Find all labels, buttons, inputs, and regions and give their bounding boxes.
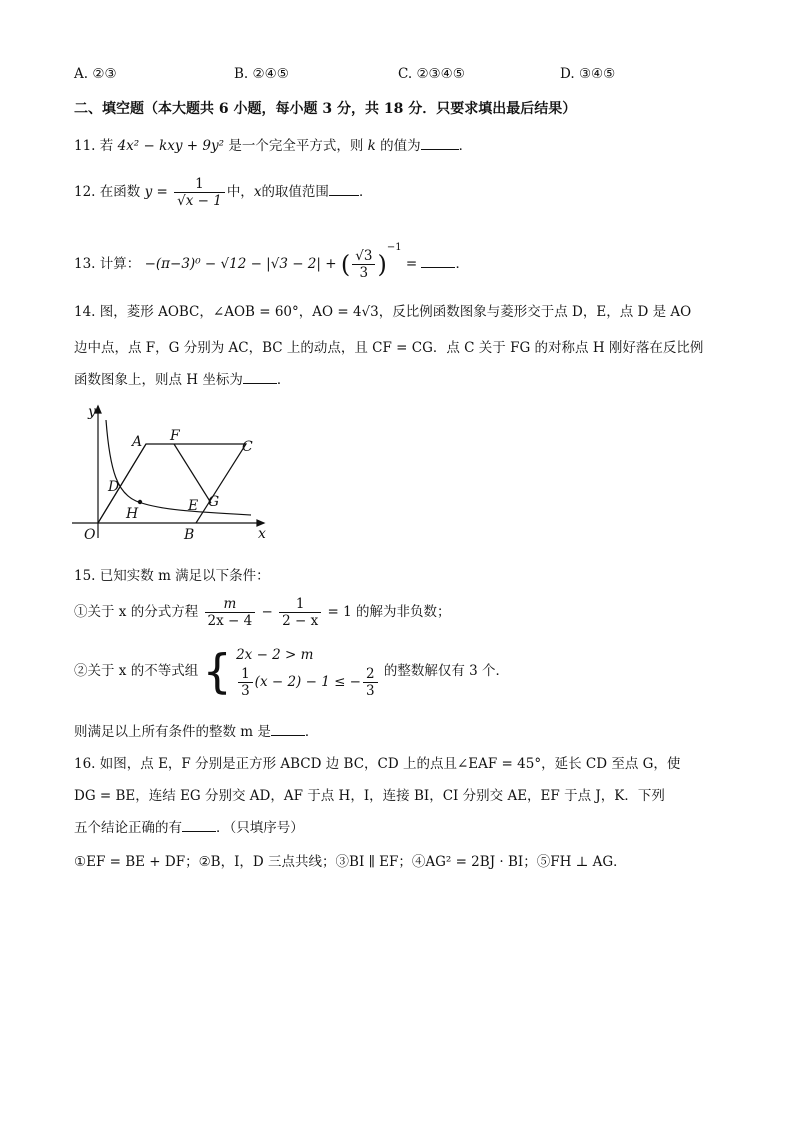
label-h: H [126, 506, 139, 522]
q15-c1-minus: − [261, 604, 273, 620]
q13-expression: −(π−3)⁰ − √12 − |√3 − 2| + [144, 256, 337, 272]
q12-numerator: 1 [174, 176, 225, 193]
q16-number: 16. [74, 756, 96, 772]
q15-number: 15. [74, 568, 96, 584]
q15-c1-f1-num: m [205, 596, 256, 613]
q12-denominator: √x − 1 [177, 193, 222, 209]
q12-mid: 中， [226, 184, 254, 200]
q16-line3-b: ．（只填序号） [216, 820, 304, 836]
option-b-label: B. [234, 66, 249, 82]
q15-c2-line2-expr: (x − 2) − 1 ≤ − [254, 674, 361, 690]
q14-line1: 图，菱形 AOBC，∠AOB = 60°，AO = 4√3，反比例函数图象与菱形交于点 D，E，点 D 是 AO [99, 304, 692, 320]
q15-condition-2 [74, 644, 509, 699]
q11-tail: 的值为 [380, 138, 421, 154]
q15-c2-frac-2 [363, 666, 378, 699]
option-c-label: C. [398, 66, 413, 82]
q11-prefix: 若 [99, 138, 114, 154]
q15-c1-f2-num: 1 [279, 596, 321, 613]
q12-end: ． [358, 184, 373, 200]
question-16-line-2: DG = BE，连结 EG 分别交 AD，AF 于点 H，I，连接 BI，CI 分别交 AE，EF 于点 J，K．下列 [74, 788, 665, 804]
q11-number: 11. [74, 138, 96, 154]
q16-answer-blank[interactable] [182, 819, 216, 832]
label-e: E [188, 498, 199, 514]
q11-end: ． [458, 138, 473, 154]
label-c: C [242, 439, 253, 455]
q15-intro: 已知实数 m 满足以下条件： [99, 568, 270, 584]
question-11 [74, 136, 472, 156]
q15-c2-mark: ② [74, 663, 88, 679]
q14-number: 14. [74, 304, 96, 320]
label-g: G [208, 494, 220, 510]
q14-end: ． [276, 372, 291, 388]
q15-c2-f1-num: 1 [238, 666, 253, 683]
q15-answer-blank[interactable] [271, 723, 305, 736]
label-d: D [108, 479, 120, 495]
q15-c1-mark: ① [74, 604, 88, 620]
q15-c2-line2 [236, 666, 380, 699]
q15-c1-f2-den: 2 − x [282, 613, 319, 629]
q13-left-paren: ( [340, 250, 351, 279]
q13-frac-denominator: 3 [359, 265, 369, 281]
q15-conclusion-text: 则满足以上所有条件的整数 m 是 [74, 724, 271, 740]
q15-c2-f1-den: 3 [241, 683, 250, 699]
question-15 [74, 566, 270, 586]
q11-suffix: 是一个完全平方式，则 [228, 138, 364, 154]
option-b [234, 66, 289, 82]
question-14-line-3 [74, 370, 290, 390]
q16-line3-a: 五个结论正确的有 [74, 820, 182, 836]
q13-prefix: 计算： [99, 256, 141, 272]
q15-c2-line1: 2x − 2 > m [236, 647, 314, 663]
q15-c2-system [236, 644, 380, 699]
q13-right-paren: ) [377, 250, 387, 279]
question-16-line-1 [74, 754, 680, 774]
option-c [398, 66, 465, 82]
side-ao [98, 444, 146, 523]
q11-answer-blank[interactable] [421, 137, 459, 150]
q12-answer-blank[interactable] [329, 183, 359, 196]
rhombus-outline [98, 444, 246, 523]
q13-answer-blank[interactable] [421, 255, 455, 268]
question-14-line-1 [74, 302, 691, 322]
q14-line3: 函数图象上，则点 H 坐标为 [74, 372, 243, 388]
option-a-value: ②③ [92, 66, 117, 82]
q15-c2-f2-num: 2 [363, 666, 378, 683]
q16-conclusions: ①EF = BE + DF；②B，I，D 三点共线；③BI ∥ EF；④AG² = 2BJ · BI；⑤FH ⊥ AG． [74, 854, 627, 870]
q12-variable: x [253, 184, 262, 200]
q13-fraction [352, 248, 375, 281]
label-a: A [132, 434, 143, 450]
q13-number: 13. [74, 256, 96, 272]
q15-condition-1 [74, 596, 450, 629]
question-12 [74, 176, 372, 209]
question-13 [74, 238, 469, 281]
question-16-line-3 [74, 818, 304, 838]
q13-equals: = [405, 256, 418, 272]
section-heading: 二、填空题（本大题共 6 小题，每小题 3 分，共 18 分．只要求填出最后结果） [74, 101, 577, 117]
q15-c1-frac-1 [205, 596, 256, 629]
label-o: O [84, 527, 96, 543]
q13-frac-numerator: √3 [352, 248, 375, 265]
q16-line1: 如图，点 E，F 分别是正方形 ABCD 边 BC，CD 上的点且∠EAF = 45°，延长 CD 至点 G，使 [99, 756, 681, 772]
q15-c2-brace: { [202, 644, 232, 699]
q14-answer-blank[interactable] [243, 371, 277, 384]
q15-end: ． [304, 724, 319, 740]
q15-conclusion [74, 722, 318, 742]
question-14-line-2: 边中点，点 F，G 分别为 AC，BC 上的动点，且 CF = CG．点 C 关于 FG 的对称点 H 刚好落在反比例 [74, 340, 704, 356]
q12-fraction [174, 176, 225, 209]
q15-c2-frac-1 [238, 666, 253, 699]
q11-expression: 4x² − kxy + 9y² [117, 138, 225, 154]
q15-c1-prefix: 关于 x 的分式方程 [87, 604, 199, 620]
q12-lhs: y = [144, 184, 168, 200]
option-b-value: ②④⑤ [252, 66, 289, 82]
q15-c2-f2-den: 3 [366, 683, 375, 699]
label-x: x [258, 526, 266, 542]
label-b: B [184, 527, 195, 543]
q12-number: 12. [74, 184, 96, 200]
q12-prefix: 在函数 [99, 184, 141, 200]
q15-c1-suffix: = 1 的解为非负数； [327, 604, 451, 620]
q13-end: ． [455, 256, 469, 272]
q12-tail: 的取值范围 [261, 184, 329, 200]
point-h [138, 500, 142, 504]
option-c-value: ②③④⑤ [416, 66, 465, 82]
option-d-value: ③④⑤ [578, 66, 616, 82]
option-d [560, 66, 615, 82]
q15-c1-frac-2 [279, 596, 321, 629]
label-y: y [88, 404, 96, 420]
label-f: F [170, 428, 180, 444]
option-a-label: A. [74, 66, 89, 82]
q15-c2-prefix: 关于 x 的不等式组 [87, 663, 199, 679]
q11-variable: k [367, 138, 376, 154]
option-a [74, 66, 117, 82]
segment-fg [174, 444, 211, 503]
q15-c1-f1-den: 2x − 4 [207, 613, 253, 629]
option-d-label: D. [560, 66, 575, 82]
rhombus-figure [66, 398, 276, 546]
q13-exponent: −1 [386, 242, 402, 253]
q15-c2-suffix: 的整数解仅有 3 个． [383, 663, 510, 679]
